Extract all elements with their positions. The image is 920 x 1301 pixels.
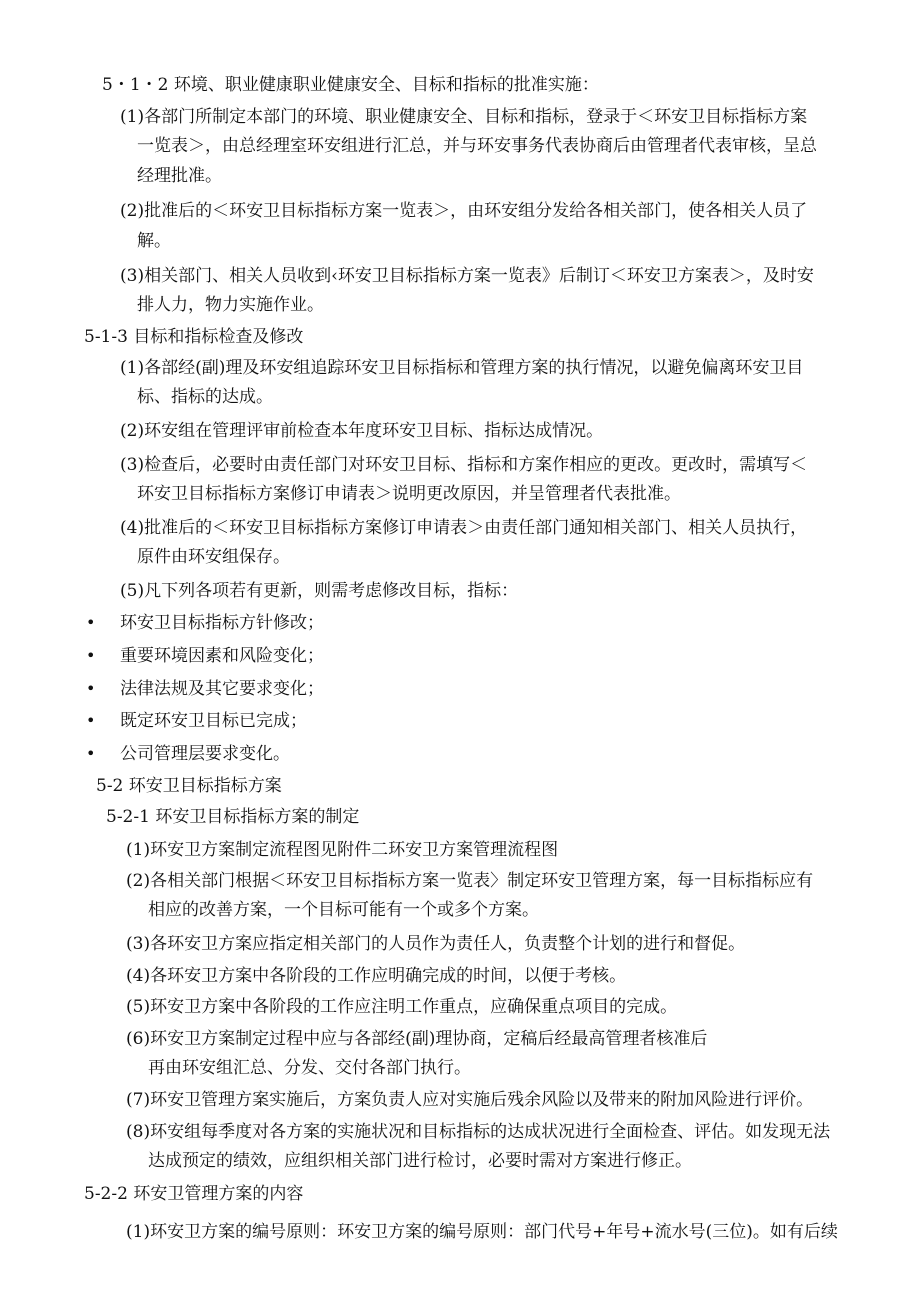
section-heading-5-1-2: 5・1・2 环境、职业健康职业健康安全、目标和指标的批准实施： — [102, 75, 599, 95]
list-item-line: (5)环安卫方案中各阶段的工作应注明工作重点，应确保重点项目的完成。 — [126, 997, 678, 1017]
list-item-line: (1)环安卫方案的编号原则：环安卫方案的编号原则：部门代号+年号+流水号(三位)。如有后续 — [126, 1222, 838, 1242]
bullet-item: 环安卫目标指标方针修改； — [120, 613, 324, 633]
list-item-line: (3)检查后，必要时由责任部门对环安卫目标、指标和方案作相应的更改。更改时，需填写＜ — [120, 455, 808, 475]
list-item-line: (3)各环安卫方案应指定相关部门的人员作为责任人，负责整个计划的进行和督促。 — [126, 934, 746, 954]
bullet-item: 法律法规及其它要求变化； — [120, 679, 324, 699]
list-item-line: (4)批准后的＜环安卫目标指标方案修订申请表＞由责任部门通知相关部门、相关人员执行， — [120, 518, 808, 538]
list-item-line: (3)相关部门、相关人员收到‹环安卫目标指标方案一览表》后制订＜环安卫方案表＞，及时安 — [120, 266, 814, 286]
bullet-icon: • — [86, 613, 96, 632]
list-item-line: (4)各环安卫方案中各阶段的工作应明确完成的时间，以便于考核。 — [126, 966, 627, 986]
section-heading-5-2-2: 5-2-2 环安卫管理方案的内容 — [84, 1184, 304, 1204]
list-item-line: 再由环安组汇总、分发、交付各部门执行。 — [148, 1058, 471, 1078]
list-item-line: (2)各相关部门根据＜环安卫目标指标方案一览表〉制定环安卫管理方案，每一目标指标应有 — [126, 871, 814, 891]
list-item-line: (5)凡下列各项若有更新，则需考虑修改目标，指标： — [120, 581, 519, 601]
list-item-line: 环安卫目标指标方案修订申请表＞说明更改原因，并呈管理者代表批准。 — [137, 484, 681, 504]
section-heading-5-2-1: 5-2-1 环安卫目标指标方案的制定 — [106, 807, 360, 827]
list-item-line: (2)环安组在管理评审前检查本年度环安卫目标、指标达成情况。 — [120, 421, 604, 441]
section-heading-5-2: 5-2 环安卫目标指标方案 — [96, 776, 282, 796]
bullet-icon: • — [86, 646, 96, 665]
list-item-line: 原件由环安组保存。 — [137, 547, 290, 567]
bullet-icon: • — [86, 744, 96, 763]
list-item-line: (7)环安卫管理方案实施后，方案负责人应对实施后残余风险以及带来的附加风险进行评价。 — [126, 1090, 814, 1110]
list-item-line: 经理批准。 — [137, 166, 222, 186]
list-item-line: 解。 — [137, 231, 171, 251]
bullet-item: 公司管理层要求变化。 — [120, 744, 290, 764]
list-item-line: 标、指标的达成。 — [137, 387, 273, 407]
list-item-line: (1)各部经(副)理及环安组追踪环安卫目标指标和管理方案的执行情况，以避免偏离环安卫目 — [120, 358, 804, 378]
bullet-icon: • — [86, 679, 96, 698]
list-item-line: 排人力，物力实施作业。 — [137, 295, 324, 315]
bullet-item: 既定环安卫目标已完成； — [120, 711, 307, 731]
list-item-line: 一览表＞，由总经理室环安组进行汇总，并与环安事务代表协商后由管理者代表审核，呈总 — [137, 136, 817, 156]
list-item-line: (8)环安组每季度对各方案的实施状况和目标指标的达成状况进行全面检查、评估。如发现无法 — [126, 1122, 831, 1142]
list-item-line: (1)环安卫方案制定流程图见附件二环安卫方案管理流程图 — [126, 840, 559, 860]
list-item-line: (1)各部门所制定本部门的环境、职业健康安全、目标和指标，登录于＜环安卫目标指标方案 — [120, 107, 808, 127]
list-item-line: 达成预定的绩效，应组织相关部门进行检讨，必要时需对方案进行修正。 — [148, 1151, 692, 1171]
list-item-line: 相应的改善方案，一个目标可能有一个或多个方案。 — [148, 900, 539, 920]
bullet-icon: • — [86, 711, 96, 730]
section-heading-5-1-3: 5-1-3 目标和指标检查及修改 — [84, 327, 304, 347]
bullet-item: 重要环境因素和风险变化； — [120, 646, 324, 666]
list-item-line: (2)批准后的＜环安卫目标指标方案一览表＞，由环安组分发给各相关部门，使各相关人员了 — [120, 201, 808, 221]
list-item-line: (6)环安卫方案制定过程中应与各部经(副)理协商，定稿后经最高管理者核准后 — [126, 1029, 708, 1049]
